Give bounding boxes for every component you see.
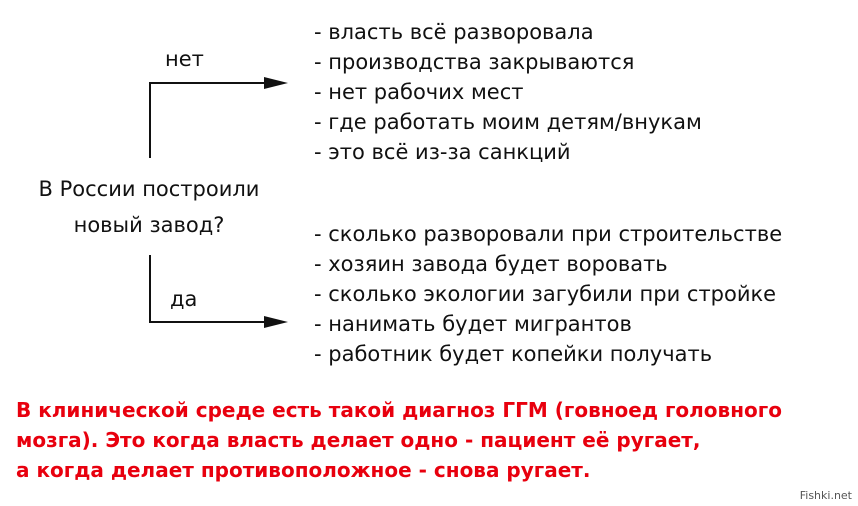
list-item: - сколько экологии загубили при стройке (314, 282, 777, 306)
question-line-1: В России построили (38, 177, 260, 201)
question-node (0, 171, 298, 243)
yes-branch-consequences (314, 219, 782, 369)
list-item: - где работать моим детям/внукам (314, 110, 702, 134)
no-branch-consequences (314, 17, 702, 167)
yes-branch-connector (150, 255, 270, 322)
note-line: мозга). Это когда власть делает одно - пациент её ругает, (16, 428, 701, 452)
list-item: - работник будет копейки получать (314, 342, 713, 366)
question-line-2: новый завод? (73, 213, 225, 237)
list-item: - власть всё разворовала (314, 20, 594, 44)
yes-branch-label: да (170, 287, 198, 311)
watermark: Fishki.net (799, 489, 852, 502)
list-item: - это всё из-за санкций (314, 140, 571, 164)
list-item: - хозяин завода будет воровать (314, 252, 668, 276)
note-line: а когда делает противоположное - снова ругает. (16, 458, 591, 482)
list-item: - сколько разворовали при строительстве (314, 222, 783, 246)
list-item: - производства закрываются (314, 50, 635, 74)
no-branch-label: нет (165, 47, 204, 71)
yes-branch-arrowhead (264, 316, 288, 328)
list-item: - нанимать будет мигрантов (314, 312, 632, 336)
list-item: - нет рабочих мест (314, 80, 524, 104)
diagnosis-note (16, 395, 782, 485)
no-branch-arrowhead (264, 77, 288, 89)
no-branch-connector (150, 83, 270, 158)
note-line: В клинической среде есть такой диагноз ГГМ (говноед головного (16, 398, 782, 422)
